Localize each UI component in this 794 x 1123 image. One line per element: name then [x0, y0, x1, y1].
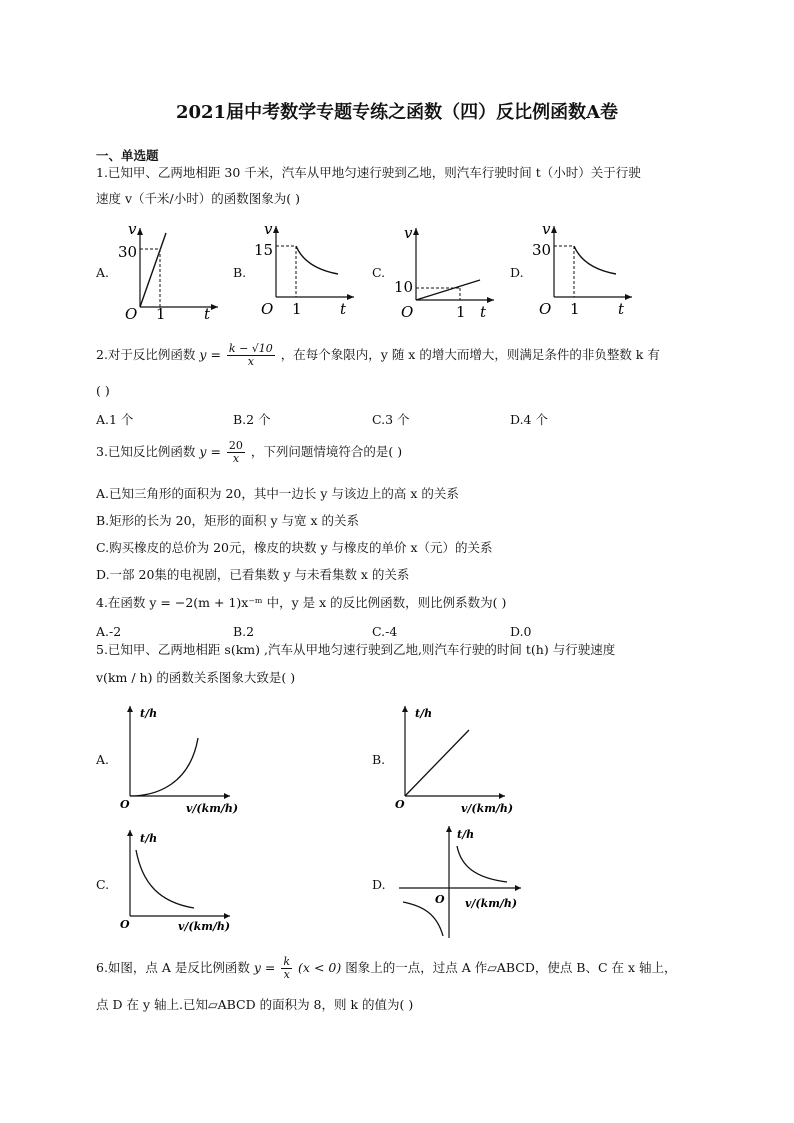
svg-text:v/(km/h): v/(km/h) — [178, 920, 231, 933]
svg-text:O: O — [395, 798, 405, 811]
page-title: 2021届中考数学专题专练之函数（四）反比例函数A卷 — [175, 102, 619, 123]
svg-text:O: O — [120, 798, 130, 811]
svg-text:O: O — [435, 893, 445, 906]
svg-text:v: v — [542, 222, 551, 238]
svg-text:v/(km/h): v/(km/h) — [461, 802, 514, 815]
q5-line1: 5.已知甲、乙两地相距 s(km) ,汽车从甲地匀速行驶到乙地,则汽车行驶的时间 t(h) 与行驶速度 — [96, 642, 616, 657]
svg-text:v/(km/h): v/(km/h) — [186, 802, 239, 815]
q5-graph-c — [112, 828, 242, 936]
svg-text:O: O — [401, 303, 414, 321]
q1-option-a-label: A. — [96, 265, 110, 280]
svg-text:t: t — [340, 300, 347, 318]
q2-option-a: A.1 个 — [96, 412, 134, 427]
svg-text:30: 30 — [532, 241, 552, 259]
svg-text:O: O — [539, 300, 552, 318]
q1-option-b-label: B. — [233, 265, 247, 280]
q2-stem: 2.对于反比例函数 y = $\frac{k - √10}{x}$ ，在每个象限内，y 随 x 的增大而增大，则满足条件的非负整数 k 有 — [96, 342, 660, 368]
q2-option-d: D.4 个 — [510, 412, 548, 427]
q5-option-c-label: C. — [96, 877, 110, 892]
q5-graph-b — [387, 702, 517, 818]
q1-graph-c — [388, 222, 500, 322]
q6-stem: 6.如图，点 A 是反比例函数 y = $\frac{k}{x}$ (x < 0) 图象上的一点，过点 A 作▱ABCD，使点 B、C 在 x 轴上， — [96, 955, 677, 981]
q5-option-a-label: A. — [96, 752, 110, 767]
q4-option-c: C.-4 — [372, 624, 398, 639]
svg-text:t: t — [480, 303, 487, 321]
q3-option-d: D.一部 20集的电视剧，已看集数 y 与未看集数 x 的关系 — [96, 567, 410, 582]
svg-text:t/h: t/h — [140, 832, 158, 845]
q5-graph-d — [395, 824, 525, 942]
svg-text:t/h: t/h — [457, 828, 475, 841]
q3-option-c: C.购买橡皮的总价为 20元，橡皮的块数 y 与橡皮的单价 x（元）的关系 — [96, 540, 493, 555]
svg-text:t/h: t/h — [415, 707, 433, 720]
tick-label-x: 1 — [156, 305, 166, 322]
svg-text:1: 1 — [292, 300, 302, 318]
axis-label-v: v — [128, 222, 137, 238]
q4-option-a: A.-2 — [96, 624, 122, 639]
svg-text:O: O — [120, 918, 130, 931]
svg-text:t/h: t/h — [140, 707, 158, 720]
q3-stem: 3.已知反比例函数 y = $\frac{20}{x}$ ，下列问题情境符合的是( ) — [96, 439, 403, 465]
q4-option-b: B.2 — [233, 624, 255, 639]
q6-fraction: $\frac{k}{x}$ — [283, 955, 291, 981]
svg-text:10: 10 — [394, 278, 414, 296]
q6-line2: 点 D 在 y 轴上.已知▱ABCD 的面积为 8，则 k 的值为( ) — [96, 997, 414, 1012]
q3-option-a: A.已知三角形的面积为 20，其中一边长 y 与该边上的高 x 的关系 — [96, 486, 459, 501]
q4-option-d: D.0 — [510, 624, 532, 639]
q1-line1: 1.已知甲、乙两地相距 30 千米，汽车从甲地匀速行驶到乙地，则汽车行驶时间 t（小时）关于行驶 — [96, 165, 641, 180]
section-heading: 一、单选题 — [96, 148, 159, 163]
svg-text:1: 1 — [456, 303, 466, 321]
q1-option-c-label: C. — [372, 265, 386, 280]
svg-text:t: t — [618, 300, 625, 318]
q5-graph-a — [112, 702, 242, 818]
q1-graph-d — [526, 222, 638, 322]
q1-graph-b — [248, 222, 360, 322]
svg-text:O: O — [261, 300, 274, 318]
q3-option-b: B.矩形的长为 20，矩形的面积 y 与宽 x 的关系 — [96, 513, 360, 528]
q5-option-b-label: B. — [372, 752, 386, 767]
svg-text:1: 1 — [570, 300, 580, 318]
axis-label-t: t — [204, 305, 211, 322]
svg-text:v: v — [404, 224, 413, 242]
q2-option-b: B.2 个 — [233, 412, 271, 427]
q1-line2: 速度 v（千米/小时）的函数图象为( ) — [96, 191, 300, 206]
tick-label-y: 30 — [118, 243, 138, 261]
svg-text:v: v — [264, 222, 273, 238]
q1-graph-a — [112, 222, 224, 322]
q2-option-c: C.3 个 — [372, 412, 410, 427]
origin-label: O — [125, 305, 138, 322]
svg-text:15: 15 — [254, 241, 274, 259]
q1-option-d-label: D. — [510, 265, 524, 280]
q2-fraction: $\frac{k - √10}{x}$ — [228, 342, 273, 368]
q4-stem: 4.在函数 y = −2(m + 1)x⁻ᵐ 中，y 是 x 的反比例函数，则比例系数为( ) — [96, 595, 507, 610]
q3-fraction: $\frac{20}{x}$ — [228, 439, 243, 465]
q5-line2: v(km / h) 的函数关系图象大致是( ) — [96, 670, 296, 685]
q5-option-d-label: D. — [372, 877, 386, 892]
svg-text:v/(km/h): v/(km/h) — [465, 897, 518, 910]
q2-line2: ( ) — [96, 383, 110, 398]
